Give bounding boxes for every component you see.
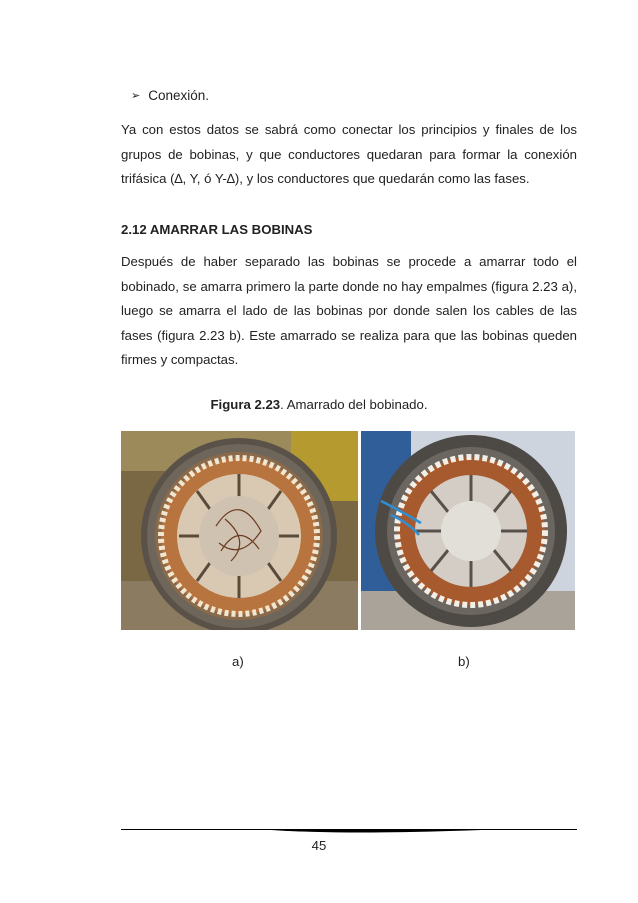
bullet-item (131, 88, 209, 103)
photo-stator-b (361, 431, 575, 630)
figure-label: Figura 2.23 (210, 397, 281, 412)
footer-rule (121, 826, 577, 834)
figure-caption-text: . Amarrado del bobinado. (280, 397, 428, 412)
label-b: b) (458, 654, 470, 669)
paragraph-connection: Ya con estos datos se sabrá como conectar los principios y finales de los grupos de bobinas, y que conductores quedaran para formar la conexión trifásica (∆, Y, ó Y-∆), y los conductores que quedarán como las fases. (121, 122, 577, 186)
photo-stator-a (121, 431, 358, 630)
arrow-bullet-icon: ➢ (131, 90, 141, 102)
paragraph-tying: Después de haber separado las bobinas se procede a amarrar todo el bobinado, se amarra primero la parte donde no hay empalmes (figura 2.23 a), luego se amarra el lado de las bobinas por donde salen los cables de las fases (figura 2.23 b). Este amarrado se realiza para que las bobinas queden firmes y compactas. (121, 254, 577, 367)
figure-caption (0, 397, 638, 412)
bullet-text: Conexión. (148, 88, 210, 103)
page-number: 45 (311, 838, 327, 853)
label-a: a) (232, 654, 244, 669)
section-heading: 2.12 AMARRAR LAS BOBINAS (121, 222, 313, 237)
